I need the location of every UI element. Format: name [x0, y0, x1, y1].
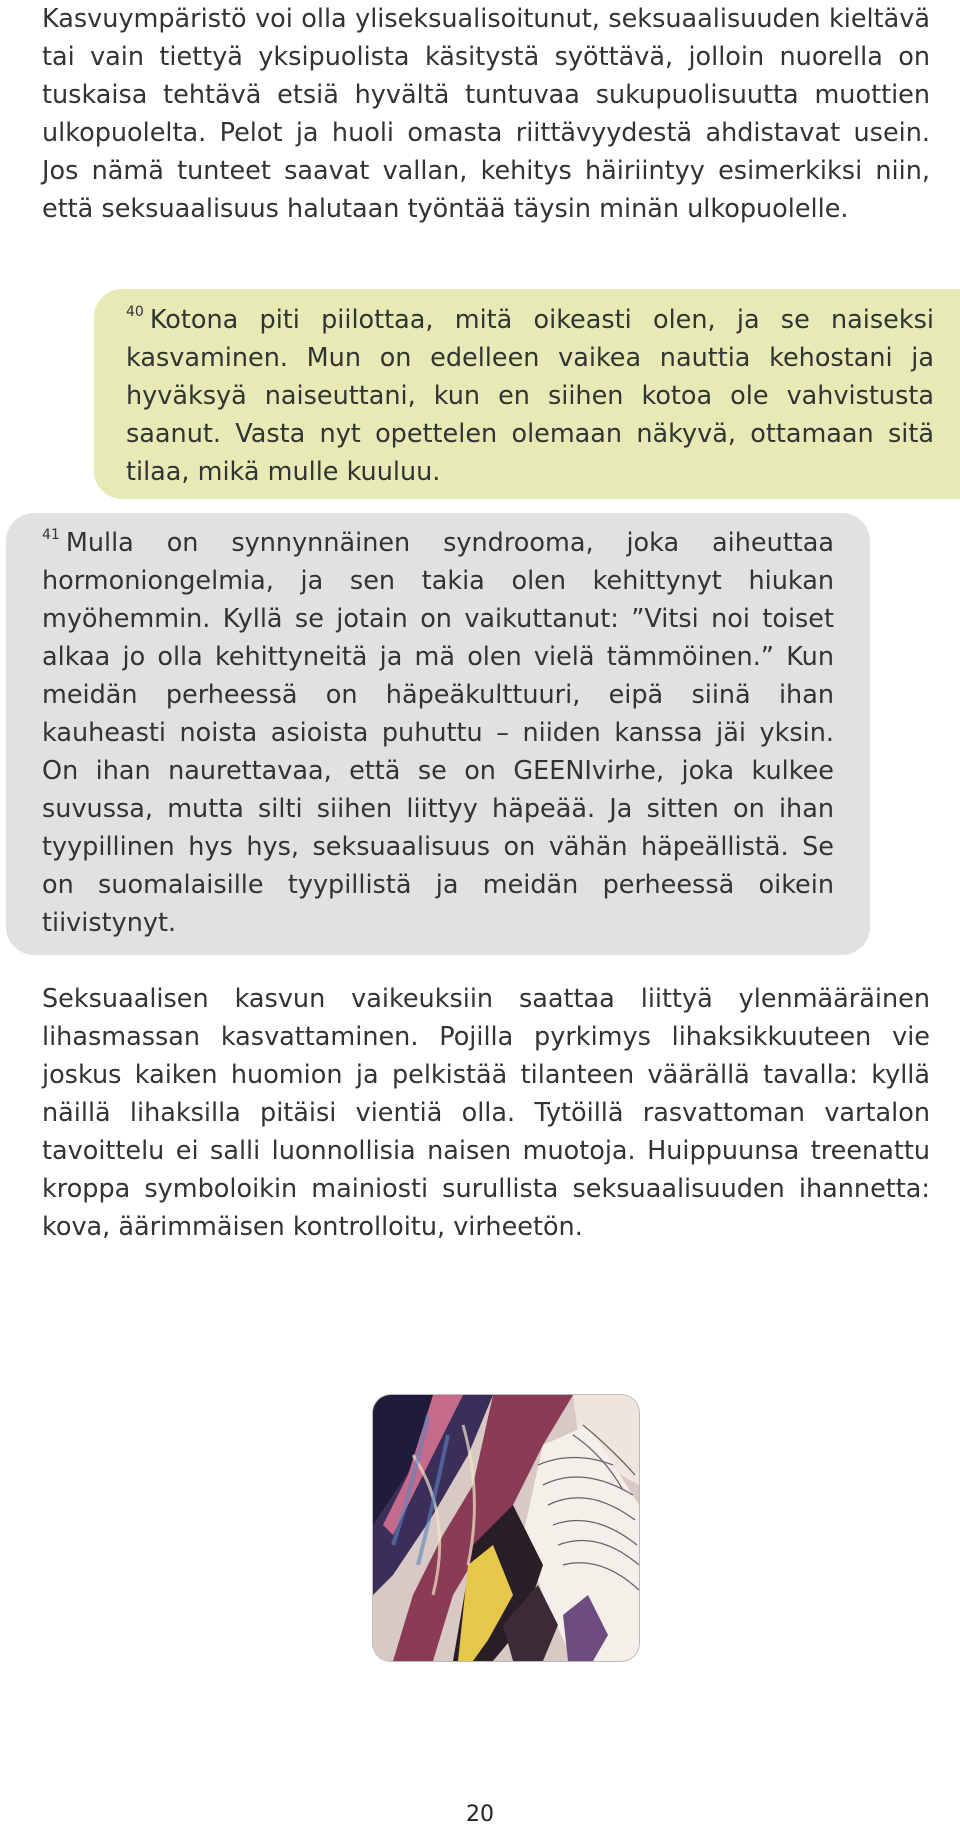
page-number: 20 [466, 1802, 494, 1827]
abstract-painting-icon [373, 1395, 639, 1661]
quote-text: Kotona piti piilottaa, mitä oikeasti olen, ja se naiseksi kasvaminen. Mun on edelleen vaikea nauttia kehostani ja hyväksyä naiseuttani, kun en siihen kotoa ole vahvistusta saanut. Vasta nyt opettelen olemaan näkyvä, ottamaan sitä tilaa, mikä mulle kuuluu. [126, 305, 934, 487]
intro-paragraph: Kasvuympäristö voi olla yliseksualisoitunut, seksuaalisuuden kieltävä tai vain tiettyä yksipuolista käsitystä syöttävä, jolloin nuorella on tuskaisa tehtävä etsiä hyvältä tuntuvaa sukupuolisuutta muottien ulkopuolelta. Pelot ja huoli omasta riittävyydestä ahdistavat usein. Jos nämä tunteet saavat vallan, kehitys häiriintyy esimerkiksi niin, että seksuaalisuus halutaan työntää täysin minän ulkopuolelle. [42, 4, 930, 224]
outro-paragraph: Seksuaalisen kasvun vaikeuksiin saattaa liittyä ylenmääräinen lihasmassan kasvattaminen. Pojilla pyrkimys lihaksikkuuteen vie joskus kaiken huomion ja pelkistää tilanteen väärällä tavalla: kyllä näillä lihaksilla pitäisi vientiä olla. Tytöillä rasvattoman vartalon tavoittelu ei salli luonnollisia naisen muotoja. Huippuunsa treenattu kroppa symboloikin mainiosti surullista seksuaalisuuden ihannetta: kova, äärimmäisen kontrolloitu, virheetön. [42, 984, 930, 1242]
quote-text: Mulla on synnynnäinen syndrooma, joka aiheuttaa hormoniongelmia, ja sen takia olen kehittynyt hiukan myöhemmin. Kyllä se jotain on vaikuttanut: ”Vitsi noi toiset alkaa jo olla kehittyneitä ja mä olen vielä tämmöinen.” Kun meidän perheessä on häpeäkulttuuri, eipä siinä ihan kauheasti noista asioista puhuttu – niiden kanssa jäi yksin. On ihan naurettavaa, että se on GEENIvirhe, joka kulkee suvussa, mutta silti siihen liittyy häpeää. Ja sitten on ihan tyypillinen hys hys, seksuaalisuus on vähän häpeällistä. Se on suomalaisille tyypillistä ja meidän perheessä oikein tiivistynyt. [42, 528, 834, 938]
quote-box-41 [6, 513, 870, 955]
quote-number: 40 [126, 304, 144, 320]
quote-number: 41 [42, 527, 60, 543]
quote-40 [126, 301, 934, 491]
quote-box-40 [94, 289, 960, 499]
quote-41 [42, 524, 834, 942]
